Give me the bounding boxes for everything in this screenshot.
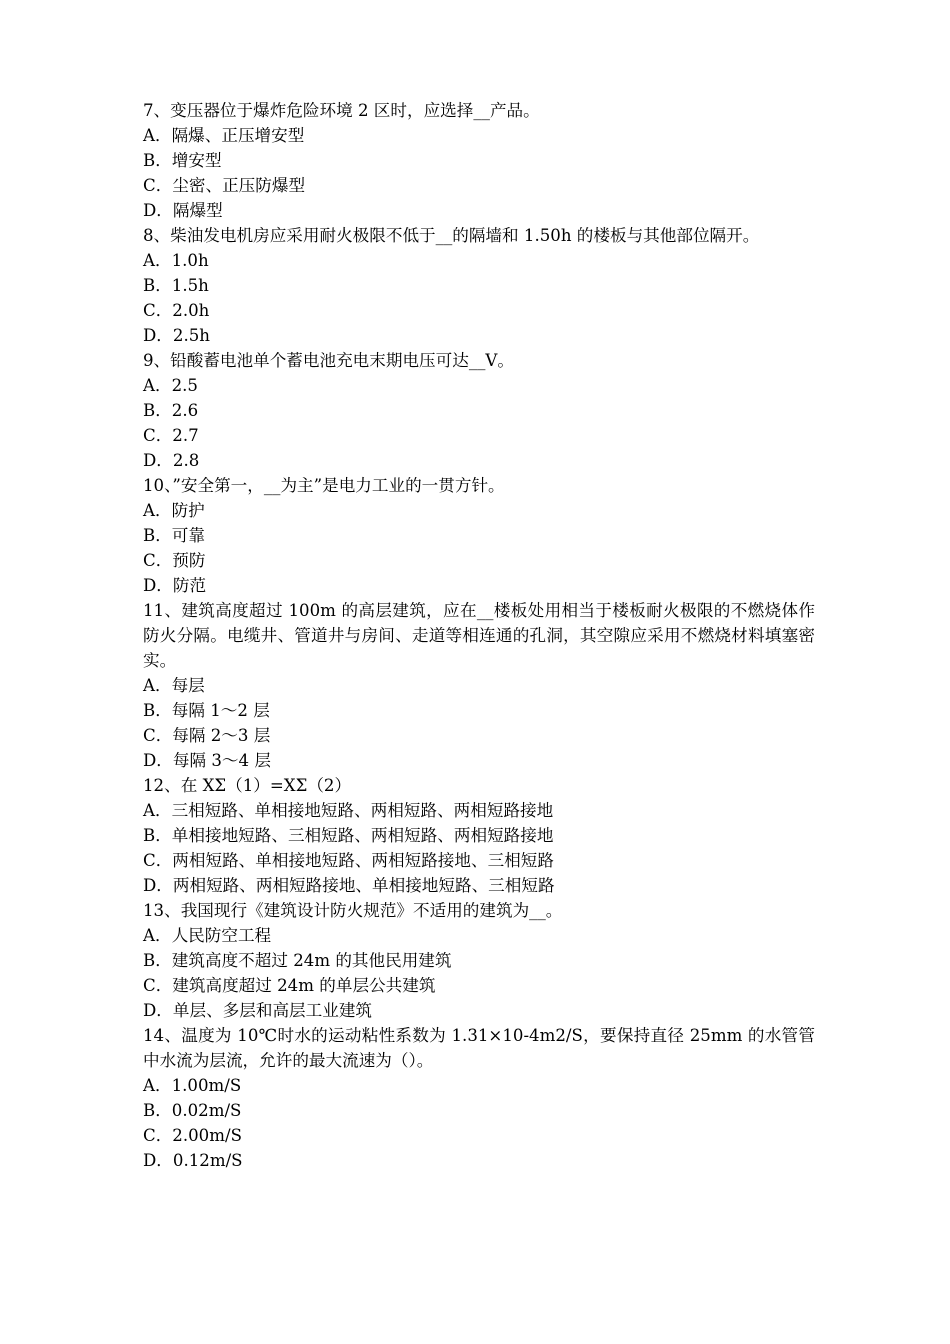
option-a: A．三相短路、单相接地短路、两相短路、两相短路接地 <box>143 801 554 820</box>
option-d: D．两相短路、两相短路接地、单相接地短路、三相短路 <box>143 876 555 895</box>
question-text: 12、在 XΣ（1）=XΣ（2） <box>143 776 352 795</box>
option-d: D．每隔 3～4 层 <box>143 751 271 770</box>
option-a: A．人民防空工程 <box>143 926 272 945</box>
question-12 <box>143 773 815 898</box>
question-text: 13、我国现行《建筑设计防火规范》不适用的建筑为__。 <box>143 901 563 920</box>
question-11 <box>143 598 815 773</box>
question-text: 8、柴油发电机房应采用耐火极限不低于__的隔墙和 1.50h 的楼板与其他部位隔开。 <box>143 226 760 245</box>
option-c: C．每隔 2～3 层 <box>143 726 271 745</box>
question-10 <box>143 473 815 598</box>
option-a: A．1.0h <box>143 251 209 270</box>
question-13 <box>143 898 815 1023</box>
option-a: A．防护 <box>143 501 205 520</box>
option-b: B．建筑高度不超过 24m 的其他民用建筑 <box>143 951 452 970</box>
option-b: B．单相接地短路、三相短路、两相短路、两相短路接地 <box>143 826 554 845</box>
option-d: D．2.8 <box>143 451 200 470</box>
option-b: B．可靠 <box>143 526 205 545</box>
option-b: B．1.5h <box>143 276 209 295</box>
option-b: B．0.02m/S <box>143 1101 242 1120</box>
option-c: C．2.0h <box>143 301 210 320</box>
question-9 <box>143 348 815 473</box>
option-d: D．单层、多层和高层工业建筑 <box>143 1001 373 1020</box>
option-b: B．增安型 <box>143 151 222 170</box>
option-c: C．2.00m/S <box>143 1126 242 1145</box>
option-b: B．2.6 <box>143 401 199 420</box>
question-text: 11、建筑高度超过 100m 的高层建筑，应在__楼板处用相当于楼板耐火极限的不燃烧体作防火分隔。电缆井、管道井与房间、走道等相连通的孔洞，其空隙应采用不燃烧材料填塞密实。 <box>143 601 815 670</box>
option-c: C．尘密、正压防爆型 <box>143 176 306 195</box>
option-a: A．2.5 <box>143 376 198 395</box>
option-d: D．隔爆型 <box>143 201 223 220</box>
option-a: A．1.00m/S <box>143 1076 242 1095</box>
question-8 <box>143 223 815 348</box>
question-text: 10、”安全第一，__为主”是电力工业的一贯方针。 <box>143 476 505 495</box>
question-text: 7、变压器位于爆炸危险环境 2 区时，应选择__产品。 <box>143 101 540 120</box>
option-c: C．预防 <box>143 551 206 570</box>
question-7 <box>143 98 815 223</box>
question-14 <box>143 1023 815 1173</box>
option-d: D．0.12m/S <box>143 1151 243 1170</box>
question-text: 14、温度为 10℃时水的运动粘性系数为 1.31×10-4m2/S，要保持直径 25mm 的水管管中水流为层流，允许的最大流速为（）。 <box>143 1026 815 1070</box>
option-b: B．每隔 1～2 层 <box>143 701 270 720</box>
option-c: C．2.7 <box>143 426 199 445</box>
question-text: 9、铅酸蓄电池单个蓄电池充电末期电压可达__V。 <box>143 351 515 370</box>
option-c: C．建筑高度超过 24m 的单层公共建筑 <box>143 976 436 995</box>
document-page <box>143 98 815 1173</box>
option-a: A．每层 <box>143 676 205 695</box>
option-c: C．两相短路、单相接地短路、两相短路接地、三相短路 <box>143 851 554 870</box>
option-d: D．防范 <box>143 576 207 595</box>
option-a: A．隔爆、正压增安型 <box>143 126 305 145</box>
option-d: D．2.5h <box>143 326 210 345</box>
